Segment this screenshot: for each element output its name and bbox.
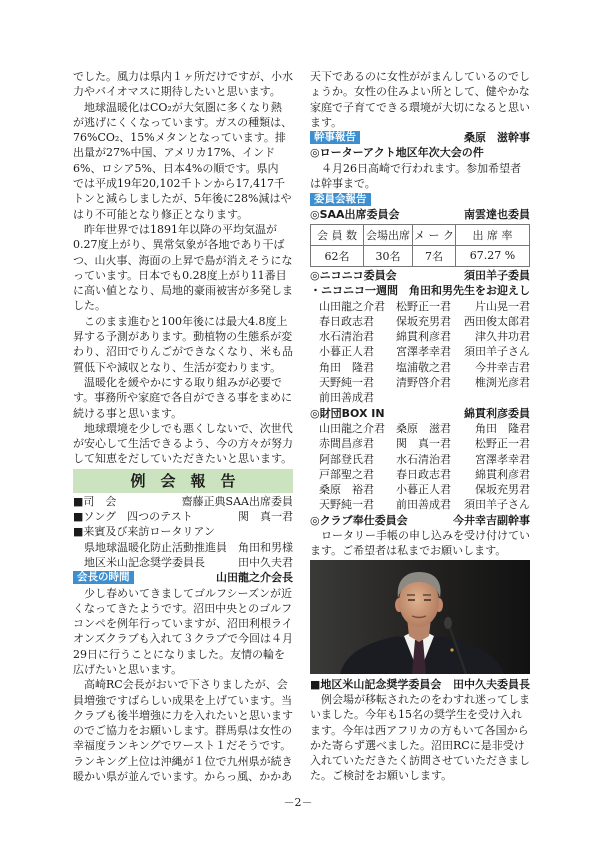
member-name: 清野啓介君 xyxy=(396,376,451,390)
yoneyama-committee-header xyxy=(310,677,530,692)
nikoniko-committee-header xyxy=(310,268,530,283)
member-name: 片山晃一君 xyxy=(475,299,530,313)
member-name: 保坂充男君 xyxy=(396,314,451,328)
committee-title: ■地区米山記念奨学委員会 xyxy=(310,677,442,691)
member-name: 春日政志君 xyxy=(319,314,374,328)
presidents-time-paragraph: 少し春めいてきましてゴルフシーズンが近 くなってきたようです。沼田中央とのゴルフ コンペを例年行っていますが、沼田利根ライ オンズクラブも入れて３クラブで今回は４月 29日に行うことになりました。友情の輪を 広げたいと思います。 xyxy=(73,586,293,676)
item-label: 県地球温暖化防止活動推進員 xyxy=(73,540,227,554)
member-name: 水石清治君 xyxy=(319,330,374,344)
article-paragraph: でした。風力は県内１ヶ所だけですが、小水 力やバイオマスに期待したいと思います。 xyxy=(73,70,293,99)
presidents-time-label: 会長の時間 xyxy=(73,571,134,584)
meeting-item-guest xyxy=(73,555,293,570)
member-name: 水石清治君 xyxy=(396,452,451,466)
report-title: ◎ローターアクト地区年次大会の件 xyxy=(310,146,484,160)
meeting-report-heading: 例 会 報 告 xyxy=(73,469,293,493)
value-makeup: 7名 xyxy=(413,245,456,266)
member-name: 小暮正人君 xyxy=(396,483,451,497)
member-name: 宮澤孝幸君 xyxy=(475,452,530,466)
item-value: 田中久夫君 xyxy=(238,555,293,569)
member-name: 小暮正人君 xyxy=(319,345,374,359)
value-attendance: 30名 xyxy=(364,245,413,266)
header-members: 会 員 数 xyxy=(311,224,364,245)
committee-title: ◎財団BOX IN xyxy=(310,406,385,420)
item-value: 齋藤正典SAA出席委員 xyxy=(181,494,293,508)
member-name: 関 真一君 xyxy=(396,437,451,451)
member-name: 天野純一君 xyxy=(319,498,374,512)
committee-member: 今井幸吉副幹事 xyxy=(453,513,530,527)
member-name: 春日政志君 xyxy=(396,467,451,481)
member-name: 須田羊子さん xyxy=(464,345,530,359)
member-name: 塩浦敬之君 xyxy=(396,360,451,374)
header-rate: 出 席 率 xyxy=(456,224,530,245)
item-value: 角田和男様 xyxy=(238,540,293,554)
member-name: 須田羊子さん xyxy=(464,498,530,512)
committee-reports-header xyxy=(310,191,530,206)
presidents-time-header xyxy=(73,570,293,585)
member-name: 保坂充男君 xyxy=(475,483,530,497)
member-name: 松野正一君 xyxy=(475,437,530,451)
meeting-report-items xyxy=(73,494,293,570)
committee-title: ◎ニコニコ委員会 xyxy=(310,268,397,282)
article-paragraph: 地球環境を少しでも悪くしないで、次世代 が安心して生活できるよう、今の方々が努力 して知恵をだしていただきたいと思います。 xyxy=(73,421,293,466)
foundation-name-list xyxy=(310,421,530,513)
member-name: 綿貫利彦君 xyxy=(475,467,530,481)
committee-member: 田中久夫委員長 xyxy=(453,677,530,691)
secretary-report-title xyxy=(310,145,530,160)
secretary-report-body: ４月26日高崎で行われます。参加希望者 は幹事まで。 xyxy=(310,161,522,191)
value-rate: 67.27 % xyxy=(456,245,530,266)
member-name: 津久井功君 xyxy=(475,330,530,344)
left-column xyxy=(73,69,293,784)
committee-member: 南雲達也委員 xyxy=(464,207,530,221)
item-label: ■来賓及び来訪ロータリアン xyxy=(73,525,215,539)
member-name: 天野純一君 xyxy=(319,376,374,390)
presidents-time-speaker: 山田龍之介会長 xyxy=(216,571,293,585)
secretary-name: 桑原 滋幹事 xyxy=(464,131,530,145)
presidents-time-paragraph: 高崎RC会長がおいで下さりましたが、会 員増強ですばらしい成果を上げています。当 クラブも後半増強に力を入れたいと思います のでご協力をお願いします。群馬県は女性の 幸福度ランキングでワースト１だそうです。 ランキング上位は沖縄が１位で九州県が続き 暖かい県が並んでいます。からっ風、かかあ xyxy=(73,678,293,784)
member-name: 松野正一君 xyxy=(396,299,451,313)
right-column xyxy=(310,69,530,784)
committee-member: 須田羊子委員 xyxy=(464,268,530,282)
member-name: 綿貫利彦君 xyxy=(396,330,451,344)
member-name: 山田龍之介君 xyxy=(319,421,385,435)
secretary-report-header xyxy=(310,130,530,145)
item-value: 関 真一君 xyxy=(238,510,293,524)
club-service-header xyxy=(310,513,530,528)
nikoniko-subtitle-text: ・ニコニコ一週間 角田和男先生をお迎えし xyxy=(310,284,530,298)
article-paragraph: 昨年世界では1891年以降の平均気温が 0.27度上がり、異常気象が各地であり干ば つ、山火事、海面の上昇で島が消えそうにな っています。日本でも0.28度上がり11番目 に高い値となり、局地的豪雨被害が多発しま した。 xyxy=(73,222,293,313)
meeting-item-guest xyxy=(73,540,293,555)
attendance-header-row xyxy=(311,224,530,245)
member-name: 今井幸吉君 xyxy=(475,360,530,374)
nikoniko-subtitle xyxy=(310,283,530,298)
secretary-report-label: 幹事報告 xyxy=(310,131,360,144)
nikoniko-name-list xyxy=(310,299,530,406)
presidents-time-paragraph: 天下であるのに女性ががまんしているのでし ょうか。女性の住みよい所として、健やかな 家庭で子育てできる環境が大切になると思い ます。 xyxy=(310,70,530,129)
committee-reports-label: 委員会報告 xyxy=(310,193,371,206)
value-members: 62名 xyxy=(311,245,364,266)
committee-title: ◎クラブ奉仕委員会 xyxy=(310,513,408,527)
meeting-item-song xyxy=(73,509,293,524)
member-name: 赤間昌彦君 xyxy=(319,437,374,451)
yoneyama-committee-body: 例会場が移転されたのをわすれ迷ってしま いました。今年も15名の奨学生を受け入れ ます。今年は西アフリカの方もいて各国から かた寄らず選べました。沼田RCに是非受け 入れていただきたく訪問させていただきまし た。ご検討をお願いします。 xyxy=(310,692,530,783)
member-name: 阿部登氏君 xyxy=(319,452,374,466)
member-name: 桑原 裕君 xyxy=(319,483,374,497)
attendance-table xyxy=(310,224,530,267)
member-name: 前田善成君 xyxy=(319,391,374,405)
committee-member: 綿貫利彦委員 xyxy=(464,406,530,420)
speaker-photo xyxy=(310,560,530,674)
article-paragraph: 地球温暖化はCO₂が大気圏に多くなり熱 が逃げにくくなっています。ガスの種類は、 76%CO₂、15%メタンとなっています。排 出量が27%中国、アメリカ17%、インド 6%、ロシア5%、日本4%の順です。県内 では平成19年20,102千トンから17,417千 トンと減らしましたが、5年後に28%減はや はり不可能となり修正となります。 xyxy=(73,100,293,221)
article-paragraph: 温暖化を緩やかにする取り組みが必要で す。事務所や家庭で各自ができる事をまめに 続ける事と思います。 xyxy=(73,375,293,420)
member-name: 宮澤孝幸君 xyxy=(396,345,451,359)
meeting-item-mc xyxy=(73,494,293,509)
saa-committee-header xyxy=(310,207,530,222)
page-number: －2－ xyxy=(283,796,313,809)
member-name: 桑原 滋君 xyxy=(396,421,451,435)
foundation-box-header xyxy=(310,406,530,421)
attendance-value-row xyxy=(311,245,530,266)
member-name: 角田 隆君 xyxy=(475,421,530,435)
item-label: ■司 会 xyxy=(73,494,117,508)
item-label: 地区米山記念奨学委員長 xyxy=(73,555,205,569)
item-label: ■ソング 四つのテスト xyxy=(73,510,193,524)
header-attendance: 会場出席 xyxy=(364,224,413,245)
meeting-item-guests xyxy=(73,524,293,539)
header-makeup: メ ー ク xyxy=(413,224,456,245)
member-name: 山田龍之介君 xyxy=(319,299,385,313)
member-name: 前田善成君 xyxy=(396,498,451,512)
member-name: 椎渕光彦君 xyxy=(475,376,530,390)
committee-title: ◎SAA出席委員会 xyxy=(310,207,400,221)
member-name: 西田俊太郎君 xyxy=(464,314,530,328)
member-name: 戸部聖之君 xyxy=(319,467,374,481)
member-name: 角田 隆君 xyxy=(319,360,374,374)
article-paragraph: このまま進むと100年後には最大4.8度上 昇する予測があります。動植物の生態系が変 わり、沼田でりんごができなくなり、米も品 質低下や減収となり、生活が変わります。 xyxy=(73,314,293,374)
club-service-body: ロータリー手帳の申し込みを受け付けてい ます。ご希望者は私までお願いします。 xyxy=(310,529,530,558)
